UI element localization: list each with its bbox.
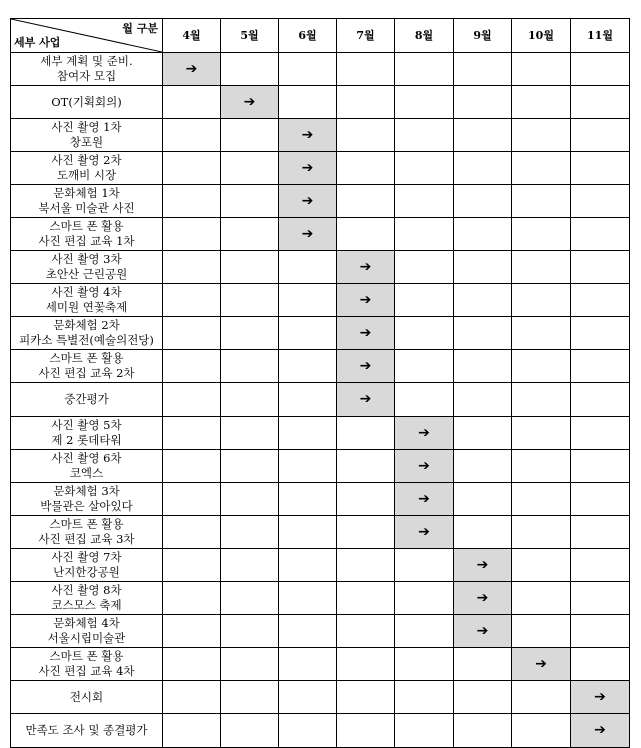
arrow-right-icon: ➔	[418, 424, 430, 441]
schedule-cell	[571, 516, 630, 549]
schedule-cell	[395, 53, 454, 86]
schedule-cell	[395, 648, 454, 681]
schedule-cell	[454, 648, 512, 681]
schedule-cell	[337, 185, 395, 218]
schedule-cell	[337, 152, 395, 185]
table-row	[11, 450, 630, 483]
schedule-cell-active	[279, 185, 337, 218]
table-row	[11, 383, 630, 417]
schedule-cell	[395, 549, 454, 582]
schedule-cell	[163, 284, 221, 317]
arrow-right-icon: ➔	[359, 291, 372, 308]
arrow-right-icon: ➔	[594, 688, 606, 705]
task-cell	[11, 615, 163, 648]
task-cell	[11, 681, 163, 714]
schedule-cell	[163, 350, 221, 383]
schedule-cell	[571, 582, 630, 615]
schedule-cell	[163, 417, 221, 450]
task-label: 피카소 특별전(예술의전당)	[19, 333, 154, 347]
schedule-cell	[279, 317, 337, 350]
task-label: 도깨비 시장	[56, 168, 117, 182]
task-label: 스마트 폰 활용	[49, 351, 124, 365]
table-row	[11, 251, 630, 284]
schedule-cell	[337, 483, 395, 516]
schedule-container	[10, 18, 630, 748]
schedule-cell	[279, 516, 337, 549]
month-header: 11월	[571, 19, 630, 53]
schedule-cell	[512, 516, 571, 549]
schedule-cell-active	[512, 648, 571, 681]
schedule-cell	[221, 284, 279, 317]
task-label: 박물관은 살아있다	[40, 499, 133, 513]
schedule-cell	[512, 417, 571, 450]
task-label: 사진 촬영 7차	[51, 550, 122, 564]
schedule-cell-active	[571, 681, 630, 714]
task-label: OT(기획회의)	[51, 94, 122, 109]
schedule-cell	[337, 218, 395, 251]
schedule-cell	[395, 317, 454, 350]
schedule-cell	[163, 714, 221, 748]
schedule-cell	[454, 483, 512, 516]
schedule-cell	[512, 714, 571, 748]
schedule-cell	[571, 152, 630, 185]
schedule-cell	[571, 218, 630, 251]
task-label: 사진 편집 교육 1차	[38, 234, 135, 248]
month-header: 6월	[279, 19, 337, 53]
schedule-cell	[512, 615, 571, 648]
arrow-right-icon: ➔	[418, 457, 430, 474]
schedule-cell	[279, 549, 337, 582]
task-label: 문화체험 2차	[53, 318, 120, 332]
table-row	[11, 86, 630, 119]
task-label: 만족도 조사 및 종결평가	[25, 723, 148, 737]
table-row	[11, 417, 630, 450]
schedule-cell	[279, 251, 337, 284]
schedule-cell	[337, 86, 395, 119]
schedule-cell	[163, 516, 221, 549]
schedule-cell-active	[454, 615, 512, 648]
schedule-cell	[163, 185, 221, 218]
task-cell	[11, 251, 163, 284]
schedule-cell	[337, 549, 395, 582]
arrow-right-icon: ➔	[185, 60, 198, 77]
schedule-cell-active	[395, 483, 454, 516]
schedule-cell	[512, 251, 571, 284]
task-label: 서울시립미술관	[47, 631, 126, 645]
schedule-cell	[454, 681, 512, 714]
month-header: 8월	[395, 19, 454, 53]
schedule-cell	[221, 185, 279, 218]
schedule-cell	[163, 251, 221, 284]
schedule-cell	[337, 681, 395, 714]
schedule-cell-active	[571, 714, 630, 748]
task-label: 문화체험 1차	[53, 186, 120, 200]
schedule-cell	[395, 251, 454, 284]
task-label: 전시회	[69, 689, 104, 704]
schedule-cell	[279, 350, 337, 383]
header-row	[11, 19, 630, 53]
schedule-cell	[395, 383, 454, 417]
schedule-cell	[571, 86, 630, 119]
schedule-cell	[221, 582, 279, 615]
task-label: 문화체험 4차	[53, 616, 120, 630]
schedule-cell	[454, 86, 512, 119]
schedule-cell	[163, 450, 221, 483]
month-header: 4월	[163, 19, 221, 53]
table-row	[11, 681, 630, 714]
schedule-cell	[454, 450, 512, 483]
table-row	[11, 284, 630, 317]
schedule-cell-active	[395, 450, 454, 483]
task-label: 중간평가	[64, 392, 109, 406]
schedule-cell	[279, 53, 337, 86]
schedule-cell	[512, 450, 571, 483]
schedule-cell	[571, 284, 630, 317]
task-label: 사진 편집 교육 3차	[38, 532, 135, 546]
schedule-cell	[512, 549, 571, 582]
corner-month-label: 월 구분	[122, 22, 158, 35]
schedule-cell	[163, 483, 221, 516]
schedule-cell	[221, 549, 279, 582]
schedule-cell	[279, 681, 337, 714]
schedule-cell	[163, 317, 221, 350]
schedule-cell	[163, 86, 221, 119]
arrow-right-icon: ➔	[301, 126, 314, 143]
schedule-cell	[454, 516, 512, 549]
schedule-cell	[512, 86, 571, 119]
schedule-cell	[279, 648, 337, 681]
task-label: 난지한강공원	[53, 565, 120, 579]
schedule-body	[11, 53, 630, 748]
schedule-cell-active	[337, 383, 395, 417]
schedule-cell	[571, 483, 630, 516]
task-cell	[11, 152, 163, 185]
arrow-right-icon: ➔	[359, 357, 372, 374]
schedule-cell-active	[279, 152, 337, 185]
task-label: 사진 촬영 4차	[51, 285, 122, 299]
schedule-cell	[571, 350, 630, 383]
arrow-right-icon: ➔	[476, 556, 489, 573]
task-cell	[11, 383, 163, 417]
schedule-cell	[395, 185, 454, 218]
task-label: 제 2 롯데타워	[51, 433, 122, 447]
task-label: 스마트 폰 활용	[49, 219, 124, 233]
schedule-cell	[454, 185, 512, 218]
task-cell	[11, 483, 163, 516]
schedule-cell	[221, 516, 279, 549]
schedule-cell	[571, 615, 630, 648]
task-label: 사진 편집 교육 2차	[38, 366, 135, 380]
task-label: 참여자 모집	[56, 69, 117, 83]
schedule-cell	[454, 152, 512, 185]
schedule-cell-active	[163, 53, 221, 86]
schedule-cell	[337, 714, 395, 748]
schedule-cell	[337, 648, 395, 681]
schedule-cell	[221, 152, 279, 185]
schedule-cell	[279, 483, 337, 516]
schedule-cell	[163, 681, 221, 714]
table-row	[11, 152, 630, 185]
table-row	[11, 53, 630, 86]
arrow-right-icon: ➔	[359, 258, 372, 275]
schedule-cell	[395, 350, 454, 383]
schedule-cell	[571, 383, 630, 417]
task-label: 사진 촬영 1차	[51, 120, 122, 134]
schedule-cell	[163, 218, 221, 251]
task-label: 초안산 근린공원	[45, 267, 128, 281]
task-label: 사진 촬영 6차	[51, 451, 122, 465]
arrow-right-icon: ➔	[418, 523, 430, 540]
task-label: 코엑스	[69, 466, 104, 480]
schedule-cell	[454, 383, 512, 417]
schedule-cell	[163, 383, 221, 417]
task-cell	[11, 417, 163, 450]
schedule-cell-active	[337, 350, 395, 383]
schedule-cell	[571, 417, 630, 450]
schedule-cell	[221, 383, 279, 417]
schedule-cell	[221, 450, 279, 483]
schedule-cell	[221, 317, 279, 350]
schedule-cell	[337, 119, 395, 152]
schedule-cell	[337, 582, 395, 615]
task-label: 코스모스 축제	[51, 598, 122, 612]
task-label: 사진 촬영 8차	[51, 583, 122, 597]
arrow-right-icon: ➔	[301, 192, 314, 209]
schedule-cell	[395, 119, 454, 152]
schedule-cell-active	[454, 549, 512, 582]
table-row	[11, 483, 630, 516]
schedule-cell	[395, 152, 454, 185]
schedule-cell	[221, 417, 279, 450]
schedule-cell	[512, 483, 571, 516]
schedule-cell	[221, 350, 279, 383]
schedule-cell	[337, 53, 395, 86]
task-label: 북서울 미술관 사진	[38, 201, 135, 215]
schedule-cell	[279, 86, 337, 119]
schedule-cell	[221, 648, 279, 681]
schedule-cell	[395, 86, 454, 119]
corner-task-label: 세부 사업	[14, 36, 61, 49]
schedule-cell	[512, 350, 571, 383]
table-row	[11, 714, 630, 748]
schedule-cell	[512, 218, 571, 251]
schedule-cell	[395, 681, 454, 714]
arrow-right-icon: ➔	[594, 722, 606, 738]
schedule-cell	[571, 450, 630, 483]
schedule-cell	[454, 350, 512, 383]
schedule-cell-active	[337, 251, 395, 284]
schedule-cell	[395, 218, 454, 251]
task-cell	[11, 450, 163, 483]
month-header: 7월	[337, 19, 395, 53]
task-cell	[11, 549, 163, 582]
task-label: 세부 계획 및 준비.	[40, 54, 133, 68]
table-row	[11, 185, 630, 218]
schedule-cell	[454, 714, 512, 748]
task-label: 사진 촬영 5차	[51, 418, 122, 432]
schedule-cell	[163, 615, 221, 648]
table-row	[11, 582, 630, 615]
schedule-cell	[512, 152, 571, 185]
arrow-right-icon: ➔	[476, 622, 489, 639]
schedule-cell	[221, 681, 279, 714]
schedule-cell	[337, 615, 395, 648]
schedule-cell	[512, 383, 571, 417]
schedule-cell	[571, 648, 630, 681]
schedule-cell	[163, 582, 221, 615]
task-cell	[11, 284, 163, 317]
schedule-cell	[279, 615, 337, 648]
schedule-cell	[454, 119, 512, 152]
month-header: 5월	[221, 19, 279, 53]
schedule-cell	[279, 714, 337, 748]
task-label: 사진 촬영 2차	[51, 153, 122, 167]
schedule-cell	[454, 53, 512, 86]
schedule-cell	[454, 317, 512, 350]
schedule-cell	[279, 417, 337, 450]
schedule-cell	[454, 218, 512, 251]
table-row	[11, 549, 630, 582]
schedule-cell	[454, 417, 512, 450]
schedule-cell	[163, 549, 221, 582]
schedule-cell	[512, 284, 571, 317]
schedule-cell	[454, 251, 512, 284]
task-cell	[11, 218, 163, 251]
task-label: 스마트 폰 활용	[49, 517, 124, 531]
schedule-cell	[512, 582, 571, 615]
task-cell	[11, 119, 163, 152]
schedule-cell	[221, 615, 279, 648]
arrow-right-icon: ➔	[359, 391, 372, 407]
schedule-cell-active	[337, 284, 395, 317]
schedule-cell	[512, 317, 571, 350]
schedule-cell	[221, 483, 279, 516]
schedule-cell	[512, 119, 571, 152]
table-row	[11, 119, 630, 152]
schedule-cell-active	[395, 516, 454, 549]
schedule-table	[10, 18, 630, 748]
arrow-right-icon: ➔	[476, 589, 489, 606]
table-row	[11, 218, 630, 251]
schedule-cell	[395, 582, 454, 615]
arrow-right-icon: ➔	[301, 159, 314, 176]
task-label: 창포원	[69, 135, 104, 149]
schedule-cell-active	[279, 218, 337, 251]
schedule-cell	[512, 53, 571, 86]
schedule-cell	[221, 119, 279, 152]
task-label: 세미원 연꽃축제	[45, 300, 128, 314]
table-row	[11, 317, 630, 350]
task-cell	[11, 185, 163, 218]
task-cell	[11, 516, 163, 549]
schedule-cell	[571, 119, 630, 152]
table-row	[11, 615, 630, 648]
schedule-cell	[221, 53, 279, 86]
month-header: 10월	[512, 19, 571, 53]
schedule-cell	[512, 681, 571, 714]
schedule-cell	[337, 417, 395, 450]
task-cell	[11, 317, 163, 350]
schedule-cell	[163, 119, 221, 152]
task-cell	[11, 582, 163, 615]
arrow-right-icon: ➔	[535, 655, 547, 672]
table-row	[11, 648, 630, 681]
schedule-cell-active	[279, 119, 337, 152]
task-label: 사진 촬영 3차	[51, 252, 122, 266]
schedule-cell-active	[221, 86, 279, 119]
schedule-cell	[571, 549, 630, 582]
schedule-cell	[337, 450, 395, 483]
arrow-right-icon: ➔	[301, 225, 314, 242]
schedule-cell	[337, 516, 395, 549]
task-label: 사진 편집 교육 4차	[38, 664, 135, 678]
schedule-cell	[395, 714, 454, 748]
schedule-cell	[395, 615, 454, 648]
arrow-right-icon: ➔	[418, 490, 430, 507]
task-cell	[11, 53, 163, 86]
table-row	[11, 516, 630, 549]
arrow-right-icon: ➔	[359, 324, 372, 341]
schedule-cell	[395, 284, 454, 317]
month-header: 9월	[454, 19, 512, 53]
schedule-cell	[279, 450, 337, 483]
table-row	[11, 350, 630, 383]
header-corner	[11, 19, 163, 53]
task-cell	[11, 714, 163, 748]
task-label: 스마트 폰 활용	[49, 649, 124, 663]
schedule-cell	[512, 185, 571, 218]
task-cell	[11, 350, 163, 383]
task-cell	[11, 648, 163, 681]
schedule-cell	[571, 185, 630, 218]
task-label: 문화체험 3차	[53, 484, 120, 498]
schedule-cell-active	[337, 317, 395, 350]
schedule-cell	[279, 582, 337, 615]
schedule-cell	[221, 251, 279, 284]
schedule-cell	[163, 648, 221, 681]
schedule-cell	[163, 152, 221, 185]
schedule-cell	[279, 383, 337, 417]
schedule-cell	[221, 714, 279, 748]
schedule-cell	[279, 284, 337, 317]
schedule-cell-active	[454, 582, 512, 615]
schedule-cell	[571, 317, 630, 350]
schedule-cell	[571, 53, 630, 86]
schedule-cell-active	[395, 417, 454, 450]
arrow-right-icon: ➔	[243, 93, 256, 110]
task-cell	[11, 86, 163, 119]
schedule-cell	[454, 284, 512, 317]
schedule-cell	[221, 218, 279, 251]
schedule-cell	[571, 251, 630, 284]
